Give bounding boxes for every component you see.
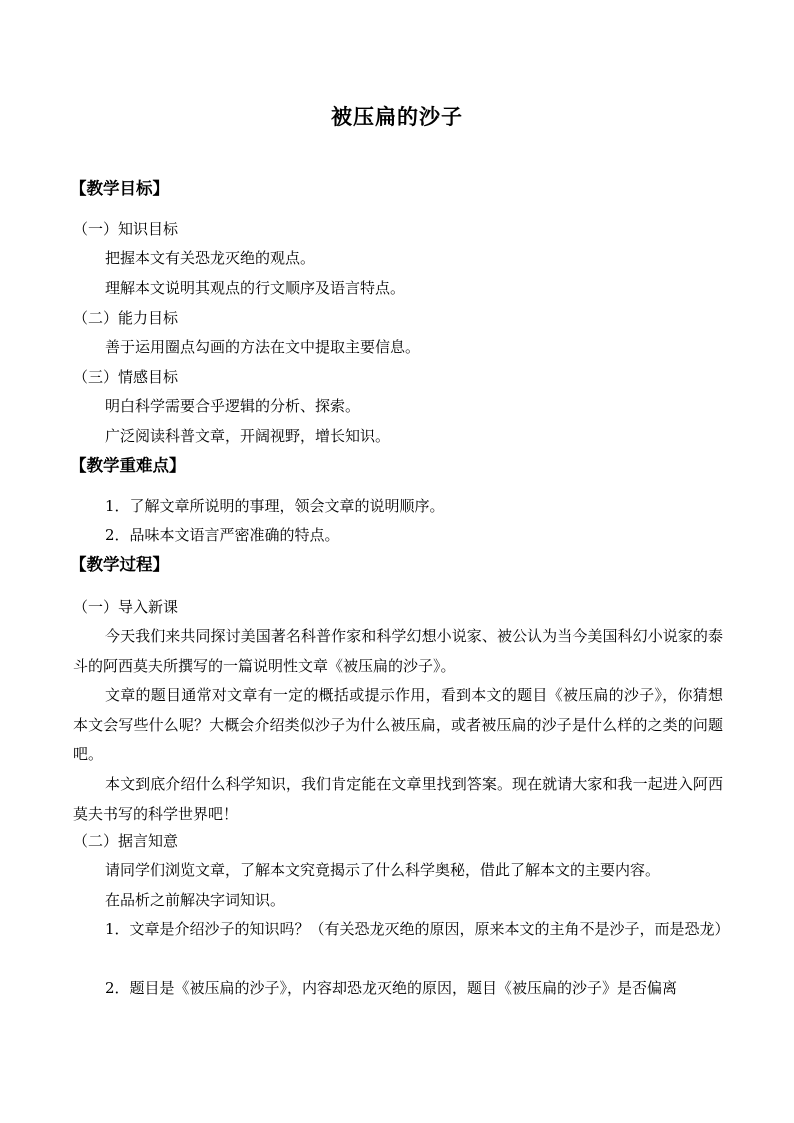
question-paragraph: 1．文章是介绍沙子的知识吗？（有关恐龙灭绝的原因，原来本文的主角不是沙子，而是恐龙） <box>105 920 730 938</box>
subheading-emotion-goals: （三）情感目标 <box>73 368 179 386</box>
knowledge-goal-item: 把握本文有关恐龙灭绝的观点。 <box>105 249 316 267</box>
key-point-item: 2．品味本文语言严密准确的特点。 <box>105 526 340 544</box>
knowledge-goal-item: 理解本文说明其观点的行文顺序及语言特点。 <box>105 279 406 297</box>
heading-teaching-process: 【教学过程】 <box>70 555 169 574</box>
subheading-knowledge-goals: （一）知识目标 <box>73 220 179 238</box>
emotion-goal-item: 明白科学需要合乎逻辑的分析、探索。 <box>105 397 361 415</box>
intro-paragraph: 本文到底介绍什么科学知识，我们肯定能在文章里找到答案。现在就请大家和我一起进入阿西莫夫书写的科学世界吧！ <box>73 775 723 823</box>
content-paragraph: 在品析之前解决字词知识。 <box>105 891 286 909</box>
heading-teaching-goals: 【教学目标】 <box>70 179 169 198</box>
emotion-goal-item: 广泛阅读科普文章，开阔视野，增长知识。 <box>105 427 391 445</box>
ability-goal-item: 善于运用圈点勾画的方法在文中提取主要信息。 <box>105 338 421 356</box>
subheading-introduction: （一）导入新课 <box>73 598 179 616</box>
subheading-ability-goals: （二）能力目标 <box>73 309 179 327</box>
content-paragraph: 请同学们浏览文章，了解本文究竟揭示了什么科学奥秘，借此了解本文的主要内容。 <box>105 861 661 879</box>
intro-paragraph: 今天我们来共同探讨美国著名科普作家和科学幻想小说家、被公认为当今美国科幻小说家的泰斗的阿西莫夫所撰写的一篇说明性文章《被压扁的沙子》。 <box>73 627 723 675</box>
document-title: 被压扁的沙子 <box>331 104 463 129</box>
key-point-item: 1．了解文章所说明的事理，领会文章的说明顺序。 <box>105 497 445 515</box>
subheading-content-understanding: （二）据言知意 <box>73 832 179 850</box>
question-paragraph: 2．题目是《被压扁的沙子》，内容却恐龙灭绝的原因，题目《被压扁的沙子》是否偏离 <box>105 979 678 997</box>
heading-key-points: 【教学重难点】 <box>70 456 186 475</box>
intro-paragraph: 文章的题目通常对文章有一定的概括或提示作用，看到本文的题目《被压扁的沙子》，你猜想本文会写些什么呢？大概会介绍类似沙子为什么被压扁，或者被压扁的沙子是什么样的之类的问题吧。 <box>73 686 723 763</box>
